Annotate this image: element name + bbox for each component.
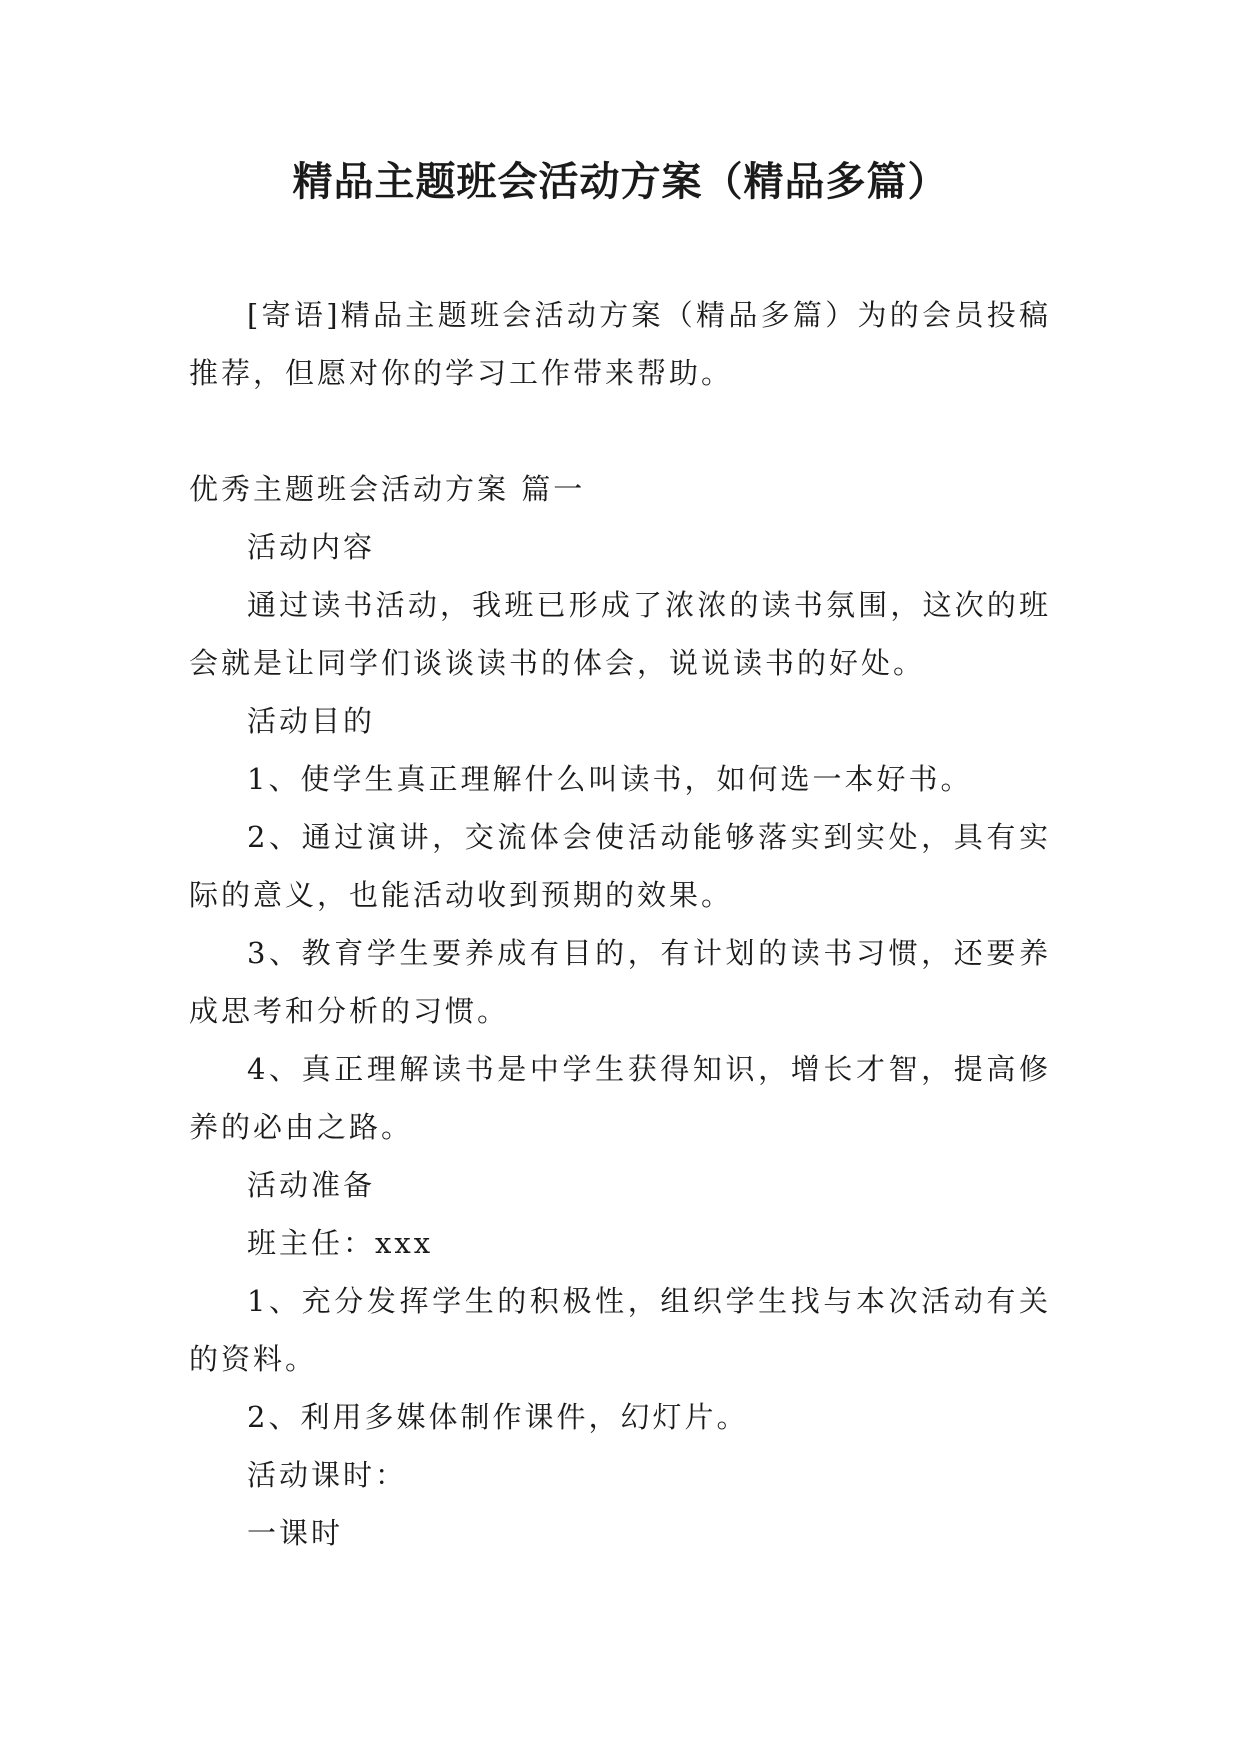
paragraph: 一课时 [247,1516,344,1550]
list-item: 2、通过演讲，交流体会使活动能够落实到实处，具有实际的意义，也能活动收到预期的效果。 [189,820,1051,912]
list-item: 3、教育学生要养成有目的，有计划的读书习惯，还要养成思考和分析的习惯。 [189,936,1051,1028]
subheading-activity-content: 活动内容 [247,530,376,564]
section-heading: 优秀主题班会活动方案 篇一 [189,472,586,506]
list-item: 1、充分发挥学生的积极性，组织学生找与本次活动有关的资料。 [189,1284,1051,1376]
paragraph: 通过读书活动，我班已形成了浓浓的读书氛围，这次的班会就是让同学们谈谈读书的体会，说说读书的好处。 [189,588,1051,680]
intro-paragraph: [寄语]精品主题班会活动方案（精品多篇）为的会员投稿推荐，但愿对你的学习工作带来帮助。 [189,298,1051,390]
paragraph: 班主任：xxx [247,1226,434,1260]
subheading-activity-hours: 活动课时： [247,1458,408,1492]
list-item: 2、利用多媒体制作课件，幻灯片。 [247,1400,749,1434]
list-item: 1、使学生真正理解什么叫读书，如何选一本好书。 [247,762,973,796]
subheading-activity-goal: 活动目的 [247,704,376,738]
document-title: 精品主题班会活动方案（精品多篇） [292,159,949,205]
subheading-activity-prep: 活动准备 [247,1168,376,1202]
list-item: 4、真正理解读书是中学生获得知识，增长才智，提高修养的必由之路。 [189,1052,1051,1144]
spacer [189,402,1051,460]
document-body [189,286,1051,1562]
